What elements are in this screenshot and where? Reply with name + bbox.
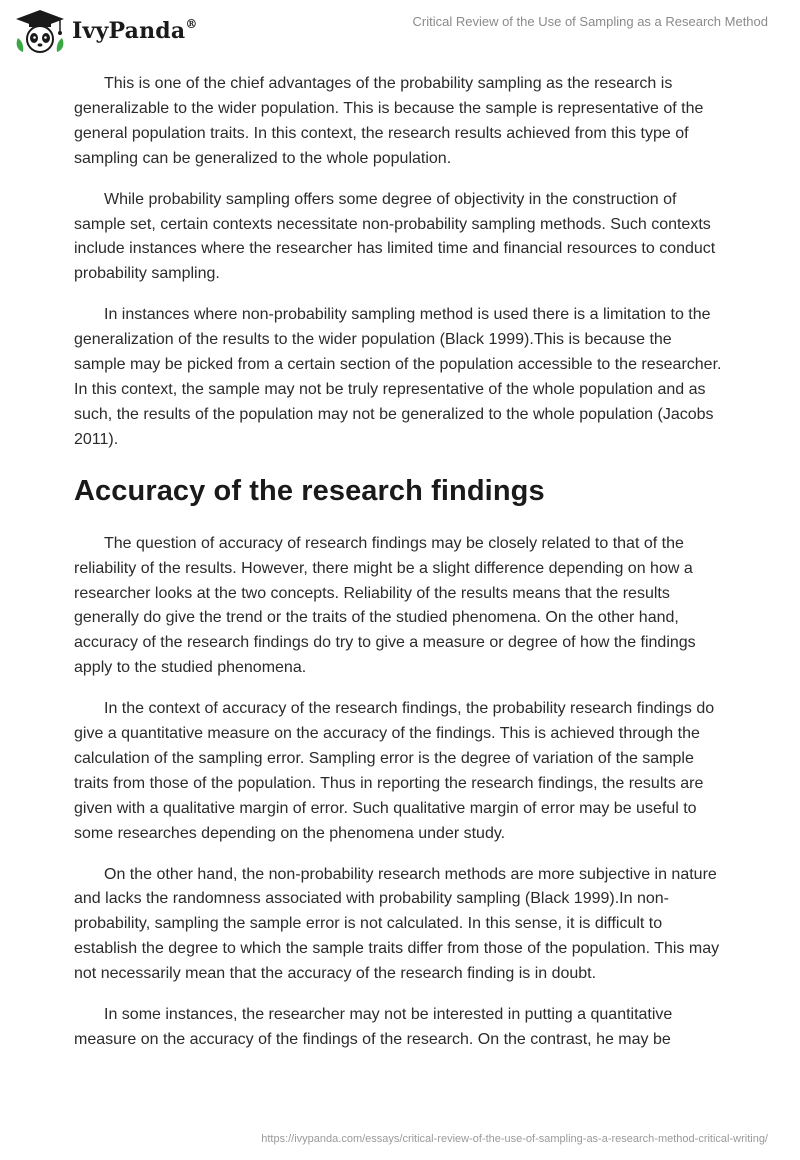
paragraph: In instances where non-probability sampling method is used there is a limitation to the generalization of the results to the wider population (Black 1999).This is because the sample may be picked from a certain section of the population accessible to the researcher. In this context, the sample may not be truly representative of the whole population and as such, the results of the population may not be generalized to the whole population (Jacobs 2011). xyxy=(74,306,722,448)
paragraph: On the other hand, the non-probability research methods are more subjective in nature and lacks the randomness associated with probability sampling (Black 1999).In non-probability, sampling the sample error is not calculated. In this sense, it is difficult to establish the degree to which the sample traits differ from those of the population. This may not necessarily mean that the accuracy of the research finding is in doubt. xyxy=(74,865,720,983)
page-header xyxy=(0,0,800,60)
logo-wordmark xyxy=(72,18,198,44)
document-title: Critical Review of the Use of Sampling as a Research Method xyxy=(412,14,768,29)
panda-graduate-icon xyxy=(14,8,66,54)
source-url[interactable]: https://ivypanda.com/essays/critical-review-of-the-use-of-sampling-as-a-research-method-critical-writing/ xyxy=(261,1133,768,1145)
paragraph: While probability sampling offers some degree of objectivity in the construction of sample set, certain contexts necessitate non-probability sampling methods. Such contexts include instances where the researcher has limited time and financial resources to conduct probability sampling. xyxy=(74,190,716,283)
ivypanda-logo[interactable] xyxy=(14,8,198,54)
paragraph: In some instances, the researcher may not be interested in putting a quantitative measure on the accuracy of the findings of the research. On the contrast, he may be xyxy=(74,1006,673,1048)
paragraph: This is one of the chief advantages of the probability sampling as the research is generalizable to the wider population. This is because the sample is representative of the general population traits. In this context, the research results achieved from this type of sampling can be generalized to the whole population. xyxy=(74,75,704,167)
logo-text: IvyPanda xyxy=(72,18,186,44)
paragraph: The question of accuracy of research findings may be closely related to that of the reliability of the results. However, there might be a slight difference depending on how a researcher looks at the two concepts. Reliability of the results means that the results generally do give the trend or the traits of the studied phenomena. On the other hand, accuracy of the research findings do try to give a measure or degree of how the findings apply to the studied phenomena. xyxy=(74,534,696,677)
paragraph: In the context of accuracy of the research findings, the probability research findings do give a quantitative measure on the accuracy of the findings. This is achieved through the calculation of the sampling error. Sampling error is the degree of variation of the sample traits from those of the population. Thus in reporting the research findings, the results are given with a qualitative margin of error. Such qualitative margin of error may be useful to some researches depending on the phenomena under study. xyxy=(74,700,715,842)
registered-mark: ® xyxy=(185,16,198,31)
essay-content xyxy=(74,72,726,1069)
section-heading: Accuracy of the research findings xyxy=(74,474,545,507)
